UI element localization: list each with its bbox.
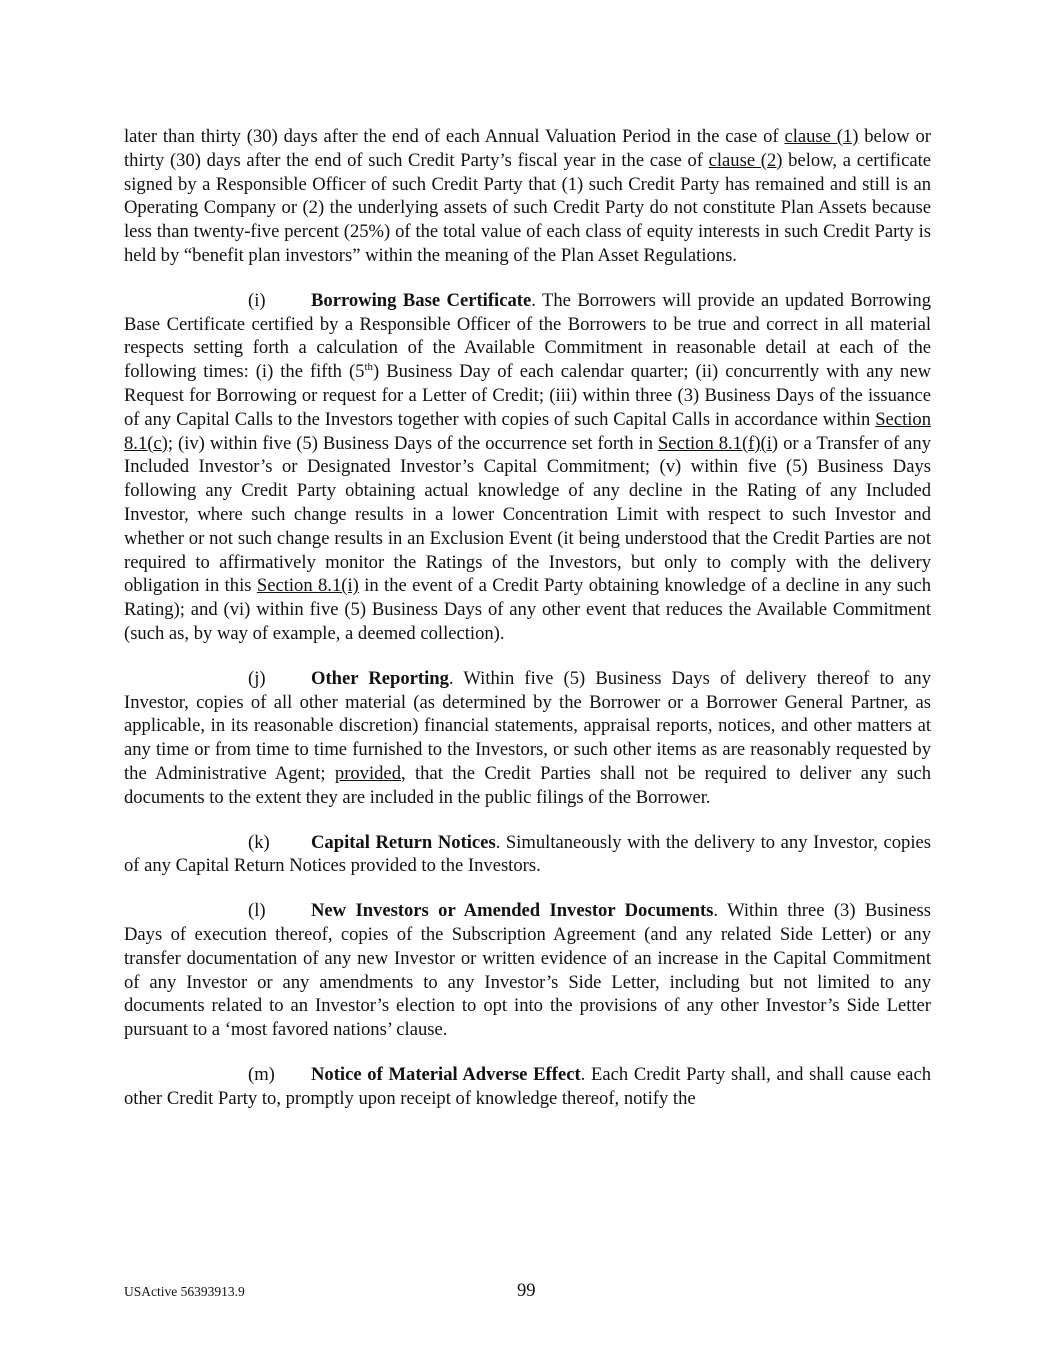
paragraph-j: (j) Other Reporting. Within five (5) Business Days of delivery thereof to any Investor, copies of all other material (as determined by the Borrower or a Borrower General Partner, as applicable, in its reasonable discretion) financial statements, appraisal reports, notices, and other matters at any time or from time to time furnished to the Investors, or such other items as are reasonably requested by the Administrative Agent; provided, that the Credit Parties shall not be required to deliver any such documents to the extent they are included in the public filings of the Borrower. [124, 667, 932, 808]
paragraph-k: (k) Capital Return Notices. Simultaneously with the delivery to any Investor, copies of any Capital Return Notices provided to the Investors. [124, 831, 931, 877]
paragraph-heading: Other Reporting [311, 667, 449, 689]
paragraph-i: (i) Borrowing Base Certificate. The Borrowers will provide an updated Borrowing Base Certificate certified by a Responsible Officer of the Borrowers to be true and correct in all material respects setting forth a calculation of the Available Commitment in reasonable detail at each of the following times: (i) the fifth (5th) Business Day of each calendar quarter; (ii) concurrently with any new Request for Borrowing or request for a Letter of Credit; (iii) within three (3) Business Days of the issuance of any Capital Calls to the Investors together with copies of such Capital Calls in accordance within Section 8.1(c); (iv) within five (5) Business Days of the occurrence set forth in Section 8.1(f)(i) or a Transfer of any Included Investor’s or Designated Investor’s Capital Commitment; (v) within five (5) Business Days following any Credit Party obtaining actual knowledge of any decline in the Rating of any Included Investor, where such change results in a lower Concentration Limit with respect to such Investor and whether or not such change results in an Exclusion Event (it being understood that the Credit Parties are not required to affirmatively monitor the Ratings of the Investors, but only to comply with the delivery obligation in this Section 8.1(i) in the event of a Credit Party obtaining knowledge of a decline in any such Rating); and (vi) within five (5) Business Days of any other event that reduces the Available Commitment (such as, by way of example, a deemed collection). [124, 289, 932, 644]
paragraph-l: (l) New Investors or Amended Investor Documents. Within three (3) Business Days of execution thereof, copies of the Subscription Agreement (and any related Side Letter) or any transfer documentation of any new Investor or written evidence of an increase in the Capital Commitment of any Investor or any amendments to any Investor’s Side Letter, including but not limited to any documents related to an Investor’s election to opt into the provisions of any other Investor’s Side Letter pursuant to a ‘most favored nations’ clause. [124, 900, 931, 1041]
paragraph-heading: Borrowing Base Certificate [311, 289, 532, 311]
provided-term: provided [334, 762, 401, 784]
section-reference: Section 8.1(f)(i) [657, 432, 779, 454]
paragraph-heading: Capital Return Notices [311, 831, 496, 853]
document-body [124, 125, 931, 1110]
footer-page-number: 99 [517, 1280, 536, 1301]
clause-2-reference: clause (2) [708, 149, 783, 171]
paragraph-number: (m) [248, 1063, 275, 1085]
clause-1-reference: clause (1) [784, 126, 859, 147]
paragraph-number: (l) [248, 900, 266, 922]
paragraph-number: (j) [248, 667, 266, 689]
superscript: th [364, 360, 374, 373]
paragraph-heading: Notice of Material Adverse Effect [311, 1063, 581, 1085]
paragraph-m: (m) Notice of Material Adverse Effect. Each Credit Party shall, and shall cause each other Credit Party to, promptly upon receipt of knowledge thereof, notify the [124, 1063, 931, 1109]
paragraph-heading: New Investors or Amended Investor Documents [311, 900, 714, 922]
section-reference: Section 8.1(c) [124, 408, 931, 454]
footer-document-id: USActive 56393913.9 [124, 1284, 245, 1299]
section-reference: Section 8.1(i) [256, 575, 359, 597]
intro-paragraph: later than thirty (30) days after the end of each Annual Valuation Period in the case of clause (1) below or thirty (30) days after the end of such Credit Party’s fiscal year in the case of clause (2) below, a certificate signed by a Responsible Officer of such Credit Party that (1) such Credit Party has remained and still is an Operating Company or (2) the underlying assets of such Credit Party do not constitute Plan Assets because less than twenty-five percent (25%) of the total value of each class of equity interests in such Credit Party is held by “benefit plan investors” within the meaning of the Plan Asset Regulations. [124, 126, 932, 266]
paragraph-number: (i) [248, 289, 266, 311]
paragraph-number: (k) [248, 831, 270, 853]
